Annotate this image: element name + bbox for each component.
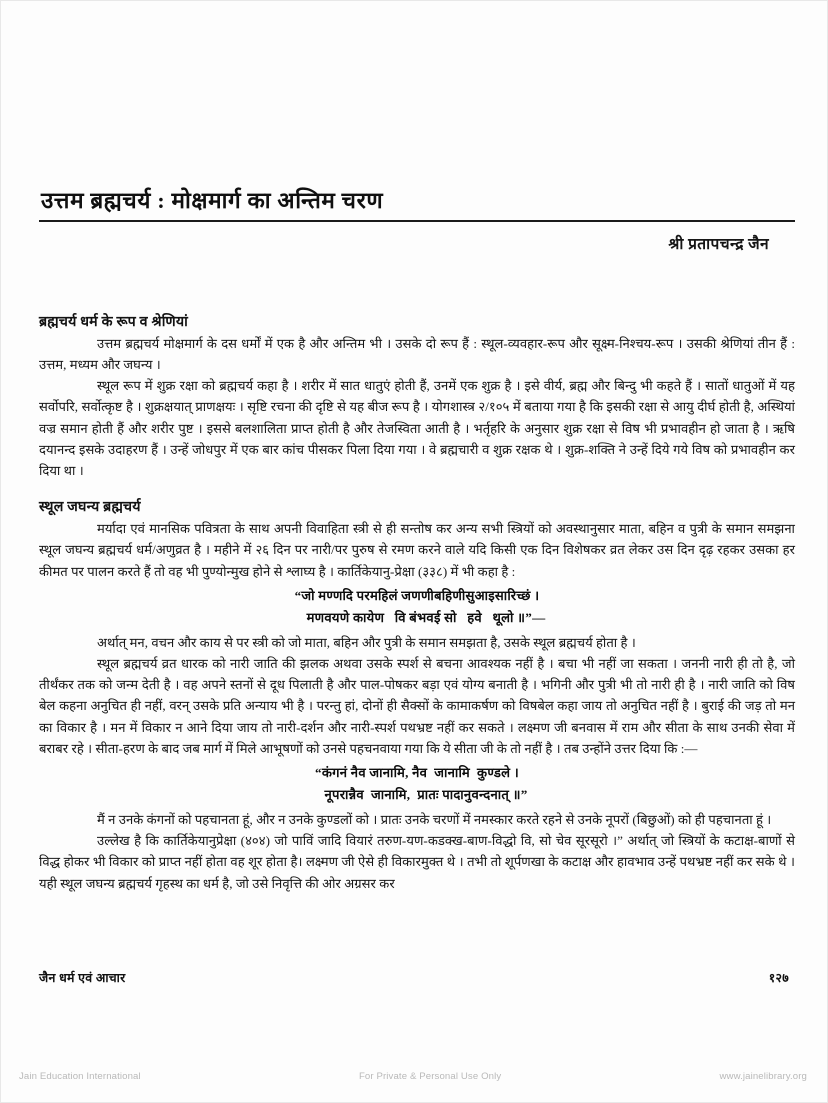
author-byline: श्री प्रतापचन्द्र जैन <box>668 235 769 253</box>
scan-website-url[interactable]: www.jainelibrary.org <box>719 1071 807 1082</box>
paragraph: उल्लेख है कि कार्तिकेयानुप्रेक्षा (४०४) जो पाविं जादि वियारं तरुण-यण-कडक्ख-बाण-विद्धो वि, सो चेव सूरसूरो ।” अर्थात् जो स्त्रियों के कटाक्ष-बाणों से विद्ध होकर भी विकार को प्राप्त नहीं होता वह शूर होता है। लक्ष्मण जी ऐसे ही विकारमुक्त थे । तभी तो शूर्पणखा के कटाक्ष और हावभाव उन्हें पथभ्रष्ट नहीं कर सके थे । यही स्थूल जघन्य ब्रह्मचर्य गृहस्थ का धर्म है, जो उसे निवृत्ति की ओर अग्रसर कर <box>39 833 795 891</box>
title-block <box>39 187 795 254</box>
verse-block-1 <box>39 585 795 629</box>
footer-book-title: जैन धर्म एवं आचार <box>39 971 126 985</box>
verse-block-2 <box>39 762 795 806</box>
paragraph: मर्यादा एवं मानसिक पवित्रता के साथ अपनी विवाहिता स्त्री से ही सन्तोष कर अन्य सभी स्त्रियों को अवस्थानुसार माता, बहिन व पुत्री के समान समझना स्थूल जघन्य ब्रह्मचर्य धर्म/अणुव्रत है । महीने में २६ दिन पर नारी/पर पुरुष से रमण करने वाले यदि किसी एक दिन विशेषकर व्रत लेकर उस दिन दृढ़ रहकर उसका हर कीमत पर पालन करते हैं तो वह भी पुण्योन्मुख होने से श्लाघ्य है । कार्तिकेयानु-प्रेक्षा (३३८) में भी कहा है : <box>39 521 795 579</box>
verse-line: नूपरान्नैव जानामि, प्रातः पादानुवन्दनात् ॥” <box>324 786 528 802</box>
footer-page-number: १२७ <box>768 971 789 985</box>
paragraph: अर्थात् मन, वचन और काय से पर स्त्री को जो माता, बहिन और पुत्री के समान समझता है, उसके स्थूल ब्रह्मचर्य होता है । <box>97 634 636 650</box>
title-divider <box>39 220 795 222</box>
page-content <box>39 187 795 894</box>
paragraph: स्थूल ब्रह्मचर्य व्रत धारक को नारी जाति की झलक अथवा उसके स्पर्श से बचना आवश्यक नहीं है । बचा भी नहीं जा सकता । जननी नारी ही तो है, जो तीर्थंकर तक को जन्म देती है । वह अपने स्तनों से दूध पिलाती है और पाल-पोषकर बड़ा एवं योग्य बनाती है । भगिनी और पुत्री भी तो नारी ही है । नारी जाति को विष बेल कहना अनुचित ही नहीं, वरन् उसके प्रति अन्याय भी है । परन्तु हां, दोनों ही सैक्सों के कामाकर्षण को विषबेल कहा जाय तो अनुचित नहीं है । बुराई की जड़ तो मन का विकार है । मन में विकार न आने दिया जाय तो नारी-दर्शन और नारी-स्पर्श पथभ्रष्ट नहीं कर सकते । लक्ष्मण जी बनवास में राम और सीता के साथ उनकी सेवा में बराबर रहे । सीता-हरण के बाद जब मार्ग में मिले आभूषणों को उनसे पहचनवाया गया कि ये सीता जी के तो नहीं है । तब उन्होंने उत्तर दिया कि :— <box>39 655 795 756</box>
scan-org-label: Jain Education International <box>19 1071 141 1082</box>
running-footer <box>39 969 789 986</box>
verse-line: मणवयणे कायेण वि बंभवई सो हवे थूलो ॥”— <box>306 609 546 625</box>
verse-line: “कंगनं नैव जानामि, नैव जानामि कुण्डले । <box>315 764 519 780</box>
paragraph: स्थूल रूप में शुक्र रक्षा को ब्रह्मचर्य कहा है । शरीर में सात धातुएं होती हैं, उनमें एक शुक्र है । इसे वीर्य, ब्रह्म और बिन्दु भी कहते हैं । सातों धातुओं में यह सर्वोपरि, सर्वोत्कृष्ट है । शुक्रक्षयात् प्राणक्षयः । सृष्टि रचना की दृष्टि से यह बीज रूप है । योगशास्त्र २/१०५ में बताया गया है कि इसकी रक्षा से आयु दीर्घ होती है, अस्थियां वज्र समान होती हैं और शरीर पुष्ट । इससे बलशालिता प्राप्त होती है और तेजस्विता आती है । भर्तृहरि के अनुसार शुक्र रक्षा से विष भी प्रभावहीन हो जाता है । ऋषि दयानन्द इसके उदाहरण हैं । उन्हें जोधपुर में एक बार कांच पीसकर पिला दिया गया । वे ब्रह्मचारी व शुक्र रक्षक थे । शुक्र-शक्ति ने उन्हें दिये गये विष को प्रभावहीन कर दिया था । <box>39 378 795 478</box>
page-title: उत्तम ब्रह्मचर्य : मोक्षमार्ग का अन्तिम चरण <box>41 188 384 213</box>
paragraph: मैं न उनके कंगनों को पहचानता हूं, और न उनके कुण्डलों को । प्रातः उनके चरणों में नमस्कार करते रहने से उनके नूपरों (बिछुओं) को ही पहचानता हूं । <box>97 811 772 827</box>
scan-usage-notice: For Private & Personal Use Only <box>358 1071 502 1082</box>
section-heading-1: ब्रह्मचर्य धर्म के रूप व श्रेणियां <box>39 313 188 330</box>
verse-line: “जो मण्णदि परमहिलं जणणीबहिणीसुआइसारिच्छं । <box>294 587 540 603</box>
section-heading-2: स्थूल जघन्य ब्रह्मचर्य <box>39 499 141 516</box>
paragraph: उत्तम ब्रह्मचर्य मोक्षमार्ग के दस धर्मों में एक है और अन्तिम भी । उसके दो रूप हैं : स्थूल-व्यवहार-रूप और सूक्ष्म-निश्चय-रूप । उसकी श्रेणियां तीन हैं : उत्तम, मध्यम और जघन्य । <box>39 335 795 372</box>
scan-watermark-strip <box>1 1071 827 1082</box>
